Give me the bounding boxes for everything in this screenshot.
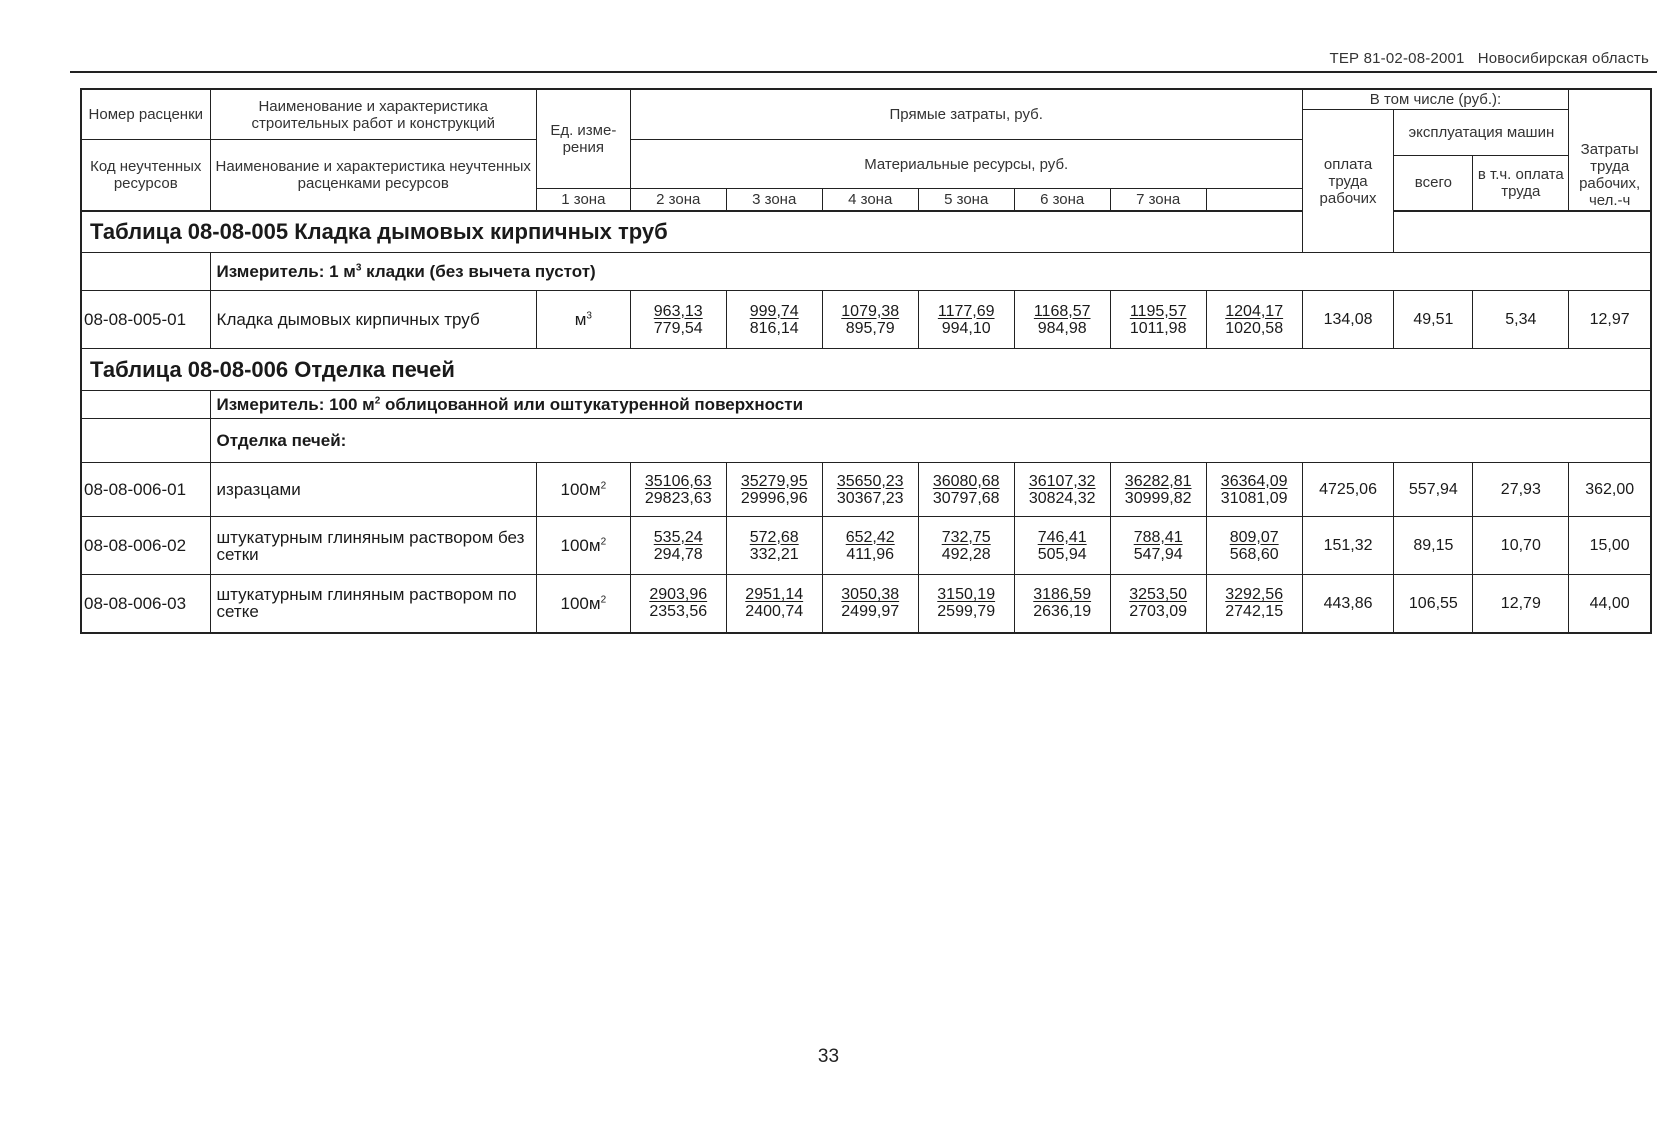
rates-table xyxy=(80,88,1652,634)
labor-pay-value: 4725,06 xyxy=(1302,463,1394,517)
table1-title-row xyxy=(81,211,1651,253)
zone-1-header: 1 зона xyxy=(536,189,630,211)
col-resource-code: Код неучтенных ресурсов xyxy=(81,140,210,211)
table1-meter: Измеритель: 1 $м^3$ кладки (без вычета пустот) xyxy=(210,253,1651,291)
labor-hours-value: 12,97 xyxy=(1569,291,1651,349)
labor-hours-value: 362,00 xyxy=(1569,463,1651,517)
zone-2-header: 2 зона xyxy=(630,189,726,211)
table-row xyxy=(81,575,1651,633)
col-labor-pay: оплата труда рабочих xyxy=(1302,110,1394,253)
zone-1-price: 2903,96 2353,56 xyxy=(630,575,726,633)
zone-5-price: 3186,59 2636,19 xyxy=(1014,575,1110,633)
table-row xyxy=(81,517,1651,575)
zone-5-price: 746,41 505,94 xyxy=(1014,517,1110,575)
document-header xyxy=(1329,50,1649,67)
header-rule xyxy=(70,71,1657,73)
zone-3-header: 3 зона xyxy=(726,189,822,211)
labor-hours-value: 15,00 xyxy=(1569,517,1651,575)
zone-2-price: 35279,95 29996,96 xyxy=(726,463,822,517)
col-machine-labor: в т.ч. оплата труда xyxy=(1473,156,1569,211)
rate-code: 08-08-006-03 xyxy=(81,575,210,633)
machine-total-value: 557,94 xyxy=(1394,463,1473,517)
table1-meter-row xyxy=(81,253,1651,291)
zone-7-price: 809,07 568,60 xyxy=(1206,517,1302,575)
col-including: В том числе (руб.): xyxy=(1302,89,1569,110)
zone-1-price: 35106,63 29823,63 xyxy=(630,463,726,517)
zone-1-price: 535,24 294,78 xyxy=(630,517,726,575)
rate-name: изразцами xyxy=(210,463,536,517)
rate-unit: $100м^2$ xyxy=(536,575,630,633)
col-machine-ops: эксплуатация машин xyxy=(1394,110,1569,156)
zone-3-price: 652,42 411,96 xyxy=(822,517,918,575)
rate-unit: $100м^2$ xyxy=(536,463,630,517)
zone-3-price: 3050,38 2499,97 xyxy=(822,575,918,633)
zone-2-price: 999,74 816,14 xyxy=(726,291,822,349)
rate-unit: $м^3$ xyxy=(536,291,630,349)
col-machine-total: всего xyxy=(1394,156,1473,211)
rate-code: 08-08-005-01 xyxy=(81,291,210,349)
zone-1-price: 963,13 779,54 xyxy=(630,291,726,349)
rate-name: штукатурным глиняным раствором по сетке xyxy=(210,575,536,633)
page-number: 33 xyxy=(817,1046,840,1067)
machine-labor-value: 10,70 xyxy=(1473,517,1569,575)
zone-4-price: 1177,69 994,10 xyxy=(918,291,1014,349)
labor-pay-value: 151,32 xyxy=(1302,517,1394,575)
zone-5-price: 36107,32 30824,32 xyxy=(1014,463,1110,517)
doc-region: Новосибирская область xyxy=(1477,50,1649,67)
labor-pay-value: 134,08 xyxy=(1302,291,1394,349)
zone-6-header: 6 зона xyxy=(1014,189,1110,211)
table2-group-row xyxy=(81,419,1651,463)
table1-title: Таблица 08-08-005 Кладка дымовых кирпичных труб xyxy=(81,211,1651,253)
table2-group: Отделка печей: xyxy=(210,419,1651,463)
machine-labor-value: 12,79 xyxy=(1473,575,1569,633)
zone-6-price: 1195,57 1011,98 xyxy=(1110,291,1206,349)
col-material-resources: Материальные ресурсы, руб. xyxy=(630,140,1302,189)
col-resource-name: Наименование и характеристика неучтенных расценками ресурсов xyxy=(210,140,536,211)
zone-5-header: 5 зона xyxy=(918,189,1014,211)
rate-code: 08-08-006-01 xyxy=(81,463,210,517)
header-row-1 xyxy=(81,89,1651,110)
labor-hours-value: 44,00 xyxy=(1569,575,1651,633)
rate-name: штукатурным глиняным раствором без сетки xyxy=(210,517,536,575)
zone-6-price: 788,41 547,94 xyxy=(1110,517,1206,575)
rate-unit: $100м^2$ xyxy=(536,517,630,575)
col-work-name: Наименование и характеристика строительных работ и конструкций xyxy=(210,89,536,140)
table2-title-row xyxy=(81,349,1651,391)
table2-meter: Измеритель: 100 $м^2$ облицованной или оштукатуренной поверхности xyxy=(210,391,1651,419)
col-rate-number: Номер расценки xyxy=(81,89,210,140)
machine-total-value: 49,51 xyxy=(1394,291,1473,349)
doc-id: ТЕР 81-02-08-2001 xyxy=(1329,50,1465,67)
machine-labor-value: 5,34 xyxy=(1473,291,1569,349)
zone-6-price: 3253,50 2703,09 xyxy=(1110,575,1206,633)
table-row xyxy=(81,291,1651,349)
col-labor-hours: Затраты труда рабочих, чел.-ч xyxy=(1569,140,1651,211)
rate-code: 08-08-006-02 xyxy=(81,517,210,575)
zone-4-price: 732,75 492,28 xyxy=(918,517,1014,575)
zone-7-header: 7 зона xyxy=(1110,189,1206,211)
zone-6-price: 36282,81 30999,82 xyxy=(1110,463,1206,517)
col-direct-costs: Прямые затраты, руб. xyxy=(630,89,1302,140)
zone-3-price: 35650,23 30367,23 xyxy=(822,463,918,517)
labor-pay-value: 443,86 xyxy=(1302,575,1394,633)
zone-7-price: 3292,56 2742,15 xyxy=(1206,575,1302,633)
zone-4-header: 4 зона xyxy=(822,189,918,211)
zone-4-price: 36080,68 30797,68 xyxy=(918,463,1014,517)
rate-name: Кладка дымовых кирпичных труб xyxy=(210,291,536,349)
zone-3-price: 1079,38 895,79 xyxy=(822,291,918,349)
zone-2-price: 572,68 332,21 xyxy=(726,517,822,575)
machine-total-value: 106,55 xyxy=(1394,575,1473,633)
machine-labor-value: 27,93 xyxy=(1473,463,1569,517)
col-unit: Ед. изме-рения xyxy=(536,89,630,189)
zone-4-price: 3150,19 2599,79 xyxy=(918,575,1014,633)
zone-7-price: 1204,17 1020,58 xyxy=(1206,291,1302,349)
table2-meter-row xyxy=(81,391,1651,419)
zone-2-price: 2951,14 2400,74 xyxy=(726,575,822,633)
machine-total-value: 89,15 xyxy=(1394,517,1473,575)
table-row xyxy=(81,463,1651,517)
col-labor-hours-top xyxy=(1569,89,1651,140)
zone-5-price: 1168,57 984,98 xyxy=(1014,291,1110,349)
table2-title: Таблица 08-08-006 Отделка печей xyxy=(81,349,1651,391)
zone-7-price: 36364,09 31081,09 xyxy=(1206,463,1302,517)
